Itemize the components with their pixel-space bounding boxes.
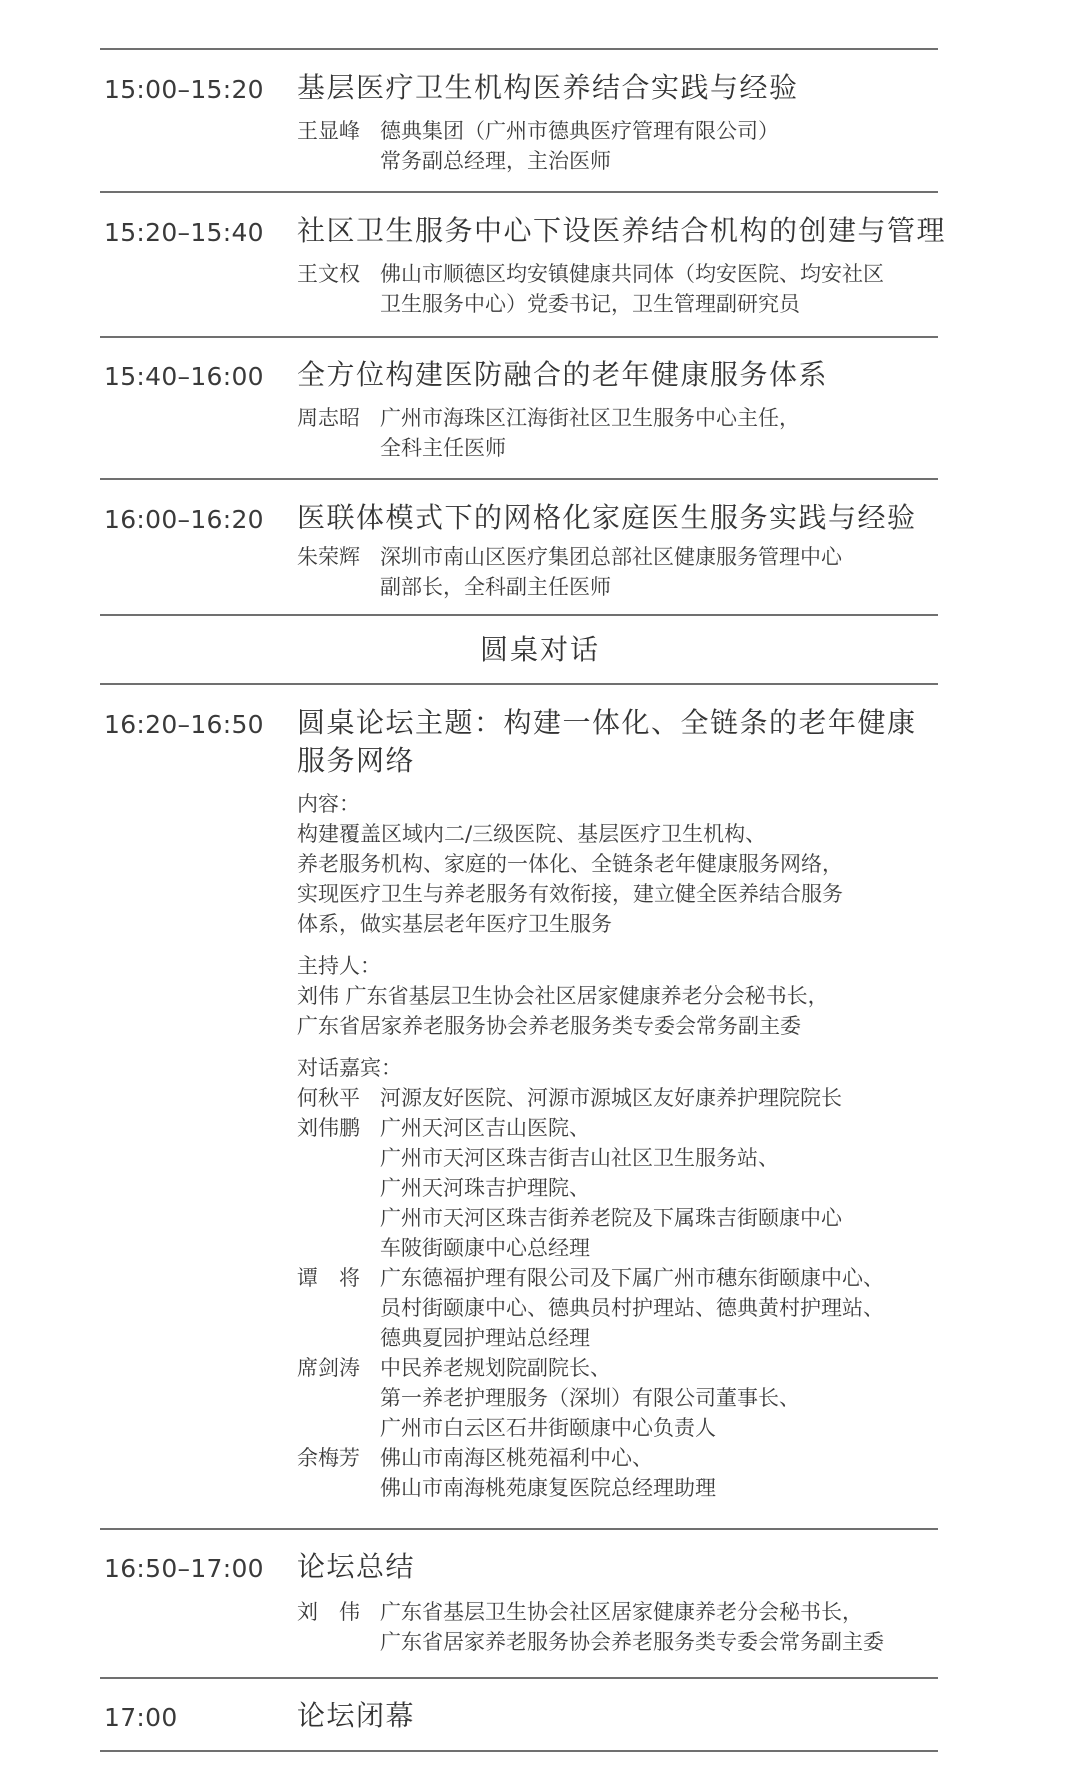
speaker-affiliation: 广州市海珠区江海街社区卫生服务中心主任， bbox=[380, 406, 800, 430]
session-title: 基层医疗卫生机构医养结合实践与经验 bbox=[297, 71, 799, 104]
session-title: 社区卫生服务中心下设医养结合机构的创建与管理 bbox=[297, 214, 947, 247]
guest-name: 刘伟鹏 bbox=[297, 1116, 360, 1140]
divider bbox=[100, 478, 938, 480]
divider bbox=[100, 1750, 938, 1752]
divider bbox=[100, 336, 938, 338]
roundtable-details bbox=[297, 789, 997, 1503]
guest-affiliation: 广州天河区吉山医院、 bbox=[380, 1116, 590, 1140]
divider bbox=[100, 614, 938, 616]
host-line: 广东省居家养老服务协会养老服务类专委会常务副主委 bbox=[297, 1014, 801, 1038]
divider bbox=[100, 48, 938, 50]
guest-affiliation: 广州天河珠吉护理院、 bbox=[380, 1176, 590, 1200]
title-line: 圆桌论坛主题：构建一体化、全链条的老年健康 bbox=[297, 706, 917, 739]
host-label: 主持人： bbox=[297, 954, 381, 978]
speaker-name: 朱荣辉 bbox=[297, 545, 360, 569]
session-time: 16:00–16:20 bbox=[104, 505, 264, 534]
content-line: 实现医疗卫生与养老服务有效衔接，建立健全医养结合服务 bbox=[297, 882, 843, 906]
guest-name: 何秋平 bbox=[297, 1086, 360, 1110]
speaker-affiliation: 广东省居家养老服务协会养老服务类专委会常务副主委 bbox=[380, 1630, 884, 1654]
guest-affiliation: 第一养老护理服务（深圳）有限公司董事长、 bbox=[380, 1386, 800, 1410]
speaker-block bbox=[297, 1597, 997, 1657]
session-time: 15:00–15:20 bbox=[104, 75, 264, 104]
divider bbox=[100, 1677, 938, 1679]
guest-affiliation: 广州市白云区石井街颐康中心负责人 bbox=[380, 1416, 716, 1440]
session-title: 论坛闭幕 bbox=[297, 1699, 416, 1732]
speaker-affiliation: 副部长，全科副主任医师 bbox=[380, 575, 611, 599]
divider bbox=[100, 683, 938, 685]
speaker-affiliation: 卫生服务中心）党委书记，卫生管理副研究员 bbox=[380, 292, 800, 316]
session-time: 15:40–16:00 bbox=[104, 362, 264, 391]
content-line: 养老服务机构、家庭的一体化、全链条老年健康服务网络， bbox=[297, 852, 843, 876]
speaker-affiliation: 深圳市南山区医疗集团总部社区健康服务管理中心 bbox=[380, 545, 842, 569]
speaker-block bbox=[297, 116, 997, 176]
guest-affiliation: 佛山市南海桃苑康复医院总经理助理 bbox=[380, 1476, 716, 1500]
session-title bbox=[297, 704, 957, 780]
guest-affiliation: 员村街颐康中心、德典员村护理站、德典黄村护理站、 bbox=[380, 1296, 884, 1320]
section-heading: 圆桌对话 bbox=[479, 633, 600, 666]
session-title: 医联体模式下的网格化家庭医生服务实践与经验 bbox=[297, 501, 917, 534]
session-title: 论坛总结 bbox=[297, 1550, 416, 1583]
speaker-affiliation: 佛山市顺德区均安镇健康共同体（均安医院、均安社区 bbox=[380, 262, 884, 286]
session-time: 16:50–17:00 bbox=[104, 1554, 264, 1583]
content-line: 体系，做实基层老年医疗卫生服务 bbox=[297, 912, 612, 936]
guest-affiliation: 车陂街颐康中心总经理 bbox=[380, 1236, 590, 1260]
guest-affiliation: 广州市天河区珠吉街吉山社区卫生服务站、 bbox=[380, 1146, 779, 1170]
guest-name: 谭 将 bbox=[297, 1266, 360, 1290]
host-line: 刘伟 广东省基层卫生协会社区居家健康养老分会秘书长， bbox=[297, 984, 829, 1008]
session-time: 15:20–15:40 bbox=[104, 218, 264, 247]
divider bbox=[100, 191, 938, 193]
speaker-affiliation: 德典集团（广州市德典医疗管理有限公司） bbox=[380, 119, 779, 143]
speaker-block bbox=[297, 542, 997, 602]
content-label: 内容： bbox=[297, 792, 360, 816]
session-title: 全方位构建医防融合的老年健康服务体系 bbox=[297, 358, 829, 391]
speaker-affiliation: 广东省基层卫生协会社区居家健康养老分会秘书长， bbox=[380, 1600, 863, 1624]
guest-affiliation: 中民养老规划院副院长、 bbox=[380, 1356, 611, 1380]
session-time: 17:00 bbox=[104, 1703, 178, 1732]
title-line: 服务网络 bbox=[297, 744, 416, 777]
guest-affiliation: 广东德福护理有限公司及下属广州市穗东街颐康中心、 bbox=[380, 1266, 884, 1290]
guest-name: 席剑涛 bbox=[297, 1356, 360, 1380]
speaker-name: 周志昭 bbox=[297, 406, 360, 430]
speaker-affiliation: 常务副总经理，主治医师 bbox=[380, 149, 611, 173]
speaker-name: 王显峰 bbox=[297, 119, 360, 143]
divider bbox=[100, 1528, 938, 1530]
guest-affiliation: 德典夏园护理站总经理 bbox=[380, 1326, 590, 1350]
speaker-name: 王文权 bbox=[297, 262, 360, 286]
speaker-name: 刘 伟 bbox=[297, 1600, 360, 1624]
guests-label: 对话嘉宾： bbox=[297, 1056, 402, 1080]
content-line: 构建覆盖区域内二/三级医院、基层医疗卫生机构、 bbox=[297, 822, 767, 846]
speaker-block bbox=[297, 259, 997, 319]
guest-affiliation: 佛山市南海区桃苑福利中心、 bbox=[380, 1446, 653, 1470]
guest-affiliation: 河源友好医院、河源市源城区友好康养护理院院长 bbox=[380, 1086, 842, 1110]
speaker-affiliation: 全科主任医师 bbox=[380, 436, 506, 460]
guest-name: 余梅芳 bbox=[297, 1446, 360, 1470]
session-time: 16:20–16:50 bbox=[104, 710, 264, 739]
speaker-block bbox=[297, 403, 997, 463]
guest-affiliation: 广州市天河区珠吉街养老院及下属珠吉街颐康中心 bbox=[380, 1206, 842, 1230]
